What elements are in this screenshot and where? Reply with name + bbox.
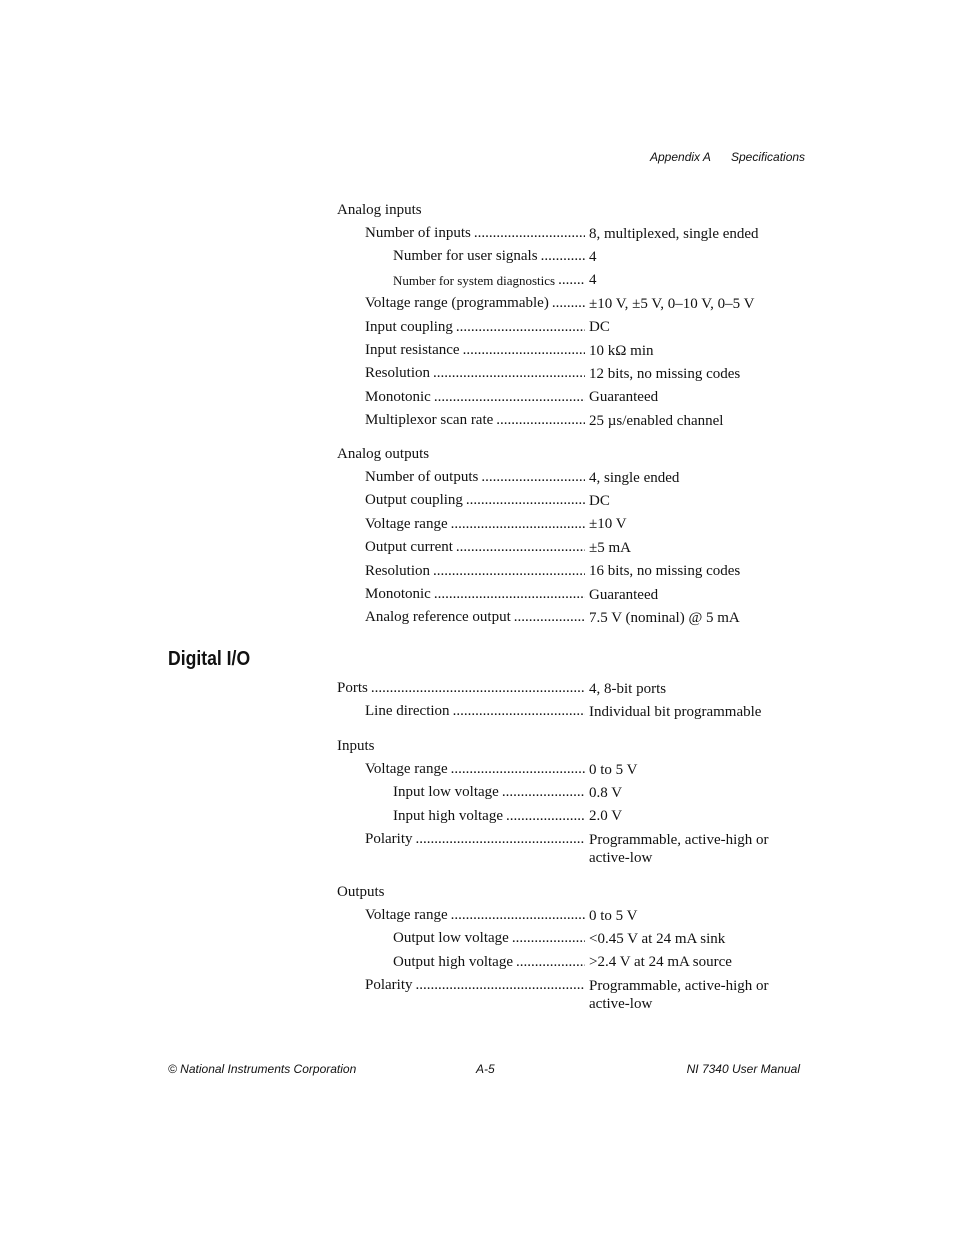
dot-leader — [460, 339, 585, 362]
spec-value: 16 bits, no missing codes — [589, 563, 741, 580]
spec-label: Monotonic — [365, 388, 431, 405]
dot-leader — [471, 222, 585, 245]
spec-row — [337, 904, 807, 927]
spec-label: Input coupling — [365, 318, 453, 335]
spec-label: Output current — [365, 539, 453, 556]
spec-row — [337, 828, 807, 869]
dot-leader — [463, 489, 585, 512]
dot-leader — [413, 828, 586, 851]
spec-value: Programmable, active-high or active-low — [589, 831, 769, 866]
spec-label: Polarity — [365, 831, 413, 848]
spec-row — [337, 316, 807, 339]
spec-label: Analog reference output — [365, 609, 511, 626]
spec-value: 8, multiplexed, single ended — [589, 225, 759, 242]
footer-page-number: A-5 — [476, 1062, 495, 1076]
spec-row — [337, 677, 807, 700]
spec-value: 4, single ended — [589, 469, 680, 486]
dot-leader — [555, 269, 585, 292]
spec-label: Output coupling — [365, 492, 463, 509]
spec-row — [337, 339, 807, 362]
dot-leader — [503, 805, 585, 828]
spec-label: Number of inputs — [365, 225, 471, 241]
dot-leader — [431, 386, 585, 409]
spec-value: 2.0 V — [589, 808, 623, 825]
spec-value: 0 to 5 V — [589, 761, 638, 778]
spec-label: Ports — [337, 680, 368, 696]
spec-label: Voltage range — [365, 515, 448, 532]
spec-value: DC — [589, 493, 610, 510]
spec-label: Voltage range — [365, 907, 448, 923]
spec-row — [337, 222, 807, 245]
dot-leader — [430, 560, 585, 583]
dot-leader — [511, 606, 585, 629]
dot-leader — [448, 904, 585, 927]
spec-label: Resolution — [365, 562, 431, 579]
dot-leader — [413, 974, 586, 997]
spec-value: 0.8 V — [589, 785, 623, 802]
spec-value: 4 — [589, 249, 597, 266]
group-title: Analog outputs — [337, 446, 430, 462]
spec-row — [337, 583, 807, 606]
dot-leader — [368, 677, 585, 700]
group-title: Inputs — [337, 738, 375, 754]
spec-row — [337, 606, 807, 629]
spec-label: Resolution — [365, 365, 431, 382]
dot-leader — [431, 583, 585, 606]
spec-value: ±5 mA — [589, 539, 631, 556]
spec-row — [337, 805, 807, 828]
spec-row — [337, 513, 807, 536]
spec-value: <0.45 V at 24 mA sink — [589, 931, 726, 948]
running-header-chapter: Appendix A — [650, 150, 711, 164]
spec-label: Polarity — [365, 977, 413, 994]
spec-row — [337, 386, 807, 409]
dot-leader — [549, 292, 585, 315]
spec-row — [337, 466, 807, 489]
analog-inputs-section — [337, 199, 807, 433]
spec-value: Individual bit programmable — [589, 704, 762, 721]
dot-leader — [499, 781, 585, 804]
footer-copyright: © National Instruments Corporation — [168, 1062, 357, 1076]
spec-value: Programmable, active-high or active-low — [589, 977, 769, 1012]
dot-leader — [509, 927, 585, 950]
spec-row — [337, 292, 807, 315]
spec-row — [337, 758, 807, 781]
dot-leader — [430, 362, 585, 385]
spec-row — [337, 951, 807, 974]
dot-leader — [478, 466, 585, 489]
dot-leader — [453, 316, 585, 339]
dot-leader — [450, 700, 585, 723]
spec-label: Output high voltage — [393, 953, 513, 970]
spec-row — [337, 489, 807, 512]
spec-row — [337, 362, 807, 385]
spec-row — [337, 974, 807, 1015]
spec-label: Input low voltage — [393, 784, 499, 801]
digital-ports-section — [337, 677, 807, 724]
spec-row — [337, 536, 807, 559]
spec-row — [337, 781, 807, 804]
spec-value: ±10 V — [589, 516, 627, 533]
spec-row — [337, 927, 807, 950]
dot-leader — [513, 951, 585, 974]
spec-label: Voltage range (programmable) — [365, 295, 549, 312]
spec-value: 0 to 5 V — [589, 907, 638, 924]
spec-row — [337, 245, 807, 268]
spec-label: Number for system diagnostics — [393, 272, 556, 288]
spec-value: 4, 8-bit ports — [589, 680, 667, 697]
spec-value: 25 µs/enabled channel — [589, 412, 724, 429]
spec-label: Voltage range — [365, 761, 448, 777]
section-heading-digital-io: Digital I/O — [168, 648, 251, 670]
spec-value: Guaranteed — [589, 586, 659, 603]
spec-value: DC — [589, 319, 610, 336]
spec-value: 10 kΩ min — [589, 342, 654, 359]
spec-value: 4 — [589, 272, 597, 289]
spec-value: >2.4 V at 24 mA source — [589, 954, 732, 971]
digital-outputs-section — [337, 881, 807, 1015]
spec-label: Number for user signals — [393, 248, 538, 265]
spec-row — [337, 700, 807, 723]
spec-value: 7.5 V (nominal) @ 5 mA — [589, 610, 740, 627]
group-title: Analog inputs — [337, 202, 422, 218]
spec-row — [337, 409, 807, 432]
spec-label: Number of outputs — [365, 469, 479, 485]
spec-value: 12 bits, no missing codes — [589, 366, 741, 383]
spec-row — [337, 560, 807, 583]
spec-value: ±10 V, ±5 V, 0–10 V, 0–5 V — [589, 295, 755, 312]
digital-inputs-section — [337, 735, 807, 869]
spec-label: Output low voltage — [393, 930, 509, 947]
dot-leader — [448, 513, 585, 536]
spec-row — [337, 269, 807, 292]
dot-leader — [538, 245, 585, 268]
spec-label: Monotonic — [365, 585, 431, 602]
dot-leader — [493, 409, 585, 432]
dot-leader — [453, 536, 585, 559]
spec-label: Input high voltage — [393, 807, 503, 824]
running-header-title: Specifications — [731, 150, 806, 164]
footer-manual-title: NI 7340 User Manual — [686, 1062, 800, 1076]
analog-outputs-section — [337, 443, 807, 630]
spec-label: Multiplexor scan rate — [365, 412, 494, 429]
dot-leader — [448, 758, 585, 781]
group-title: Outputs — [337, 884, 385, 900]
spec-label: Line direction — [365, 703, 450, 720]
spec-label: Input resistance — [365, 341, 460, 358]
spec-value: Guaranteed — [589, 389, 659, 406]
